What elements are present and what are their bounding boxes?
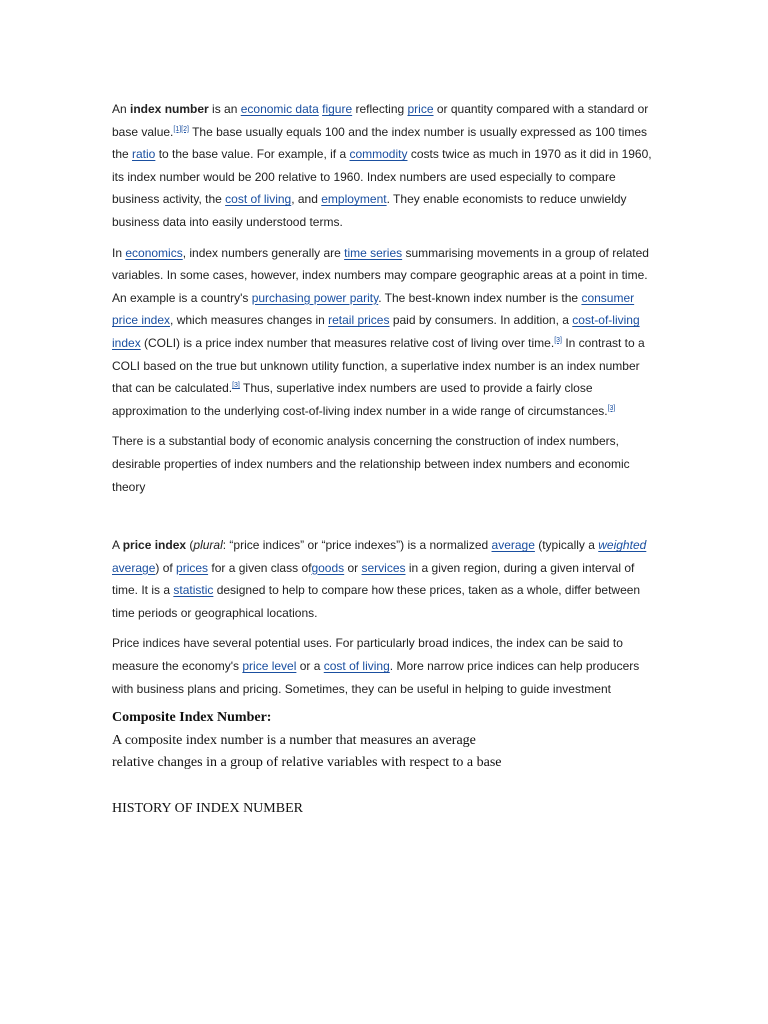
text: . They enable economists to reduce unwieldy business data into easily understood terms. <box>112 192 627 229</box>
link-average-text: average <box>112 560 156 575</box>
heading-history-of-index-number: HISTORY OF INDEX NUMBER <box>112 801 303 817</box>
composite-definition-line-1: A composite index number is a number that measures an average <box>112 733 476 749</box>
text: : “price indices” or “price indexes”) is a normalized <box>222 538 492 553</box>
text: for a given class of <box>208 560 312 575</box>
text: in a given region, during a given interval of time. It is a <box>112 560 635 598</box>
text: , and <box>291 192 322 207</box>
link-commodity[interactable]: commodity <box>349 147 408 162</box>
link-services[interactable]: services <box>361 560 406 575</box>
link-time-series[interactable]: time series <box>344 245 403 260</box>
spacer <box>112 506 660 534</box>
link-average[interactable]: average <box>491 538 535 553</box>
link-cost-of-living[interactable]: cost of living <box>323 659 390 674</box>
link-weighted-text: weighted <box>598 538 647 553</box>
document-body <box>112 98 660 819</box>
text: A <box>112 538 123 553</box>
link-goods[interactable]: goods <box>311 560 345 575</box>
term-plural: plural <box>193 538 223 553</box>
text: Thus, superlative index numbers are used to provide a fairly close approximation to the underlying cost-of-living index number in a wide range of circumstances. <box>112 381 608 418</box>
link-economics[interactable]: economics <box>125 245 183 260</box>
link-employment[interactable]: employment <box>321 192 387 207</box>
text: to the base value. For example, if a <box>155 147 350 162</box>
paragraph-economic-analysis <box>112 430 660 498</box>
citation-3[interactable]: [3] <box>607 404 616 412</box>
link-retail-prices[interactable]: retail prices <box>328 313 390 328</box>
text: In <box>112 245 126 260</box>
text: The base usually equals 100 and the index number is usually expressed as 100 times the <box>112 124 648 162</box>
text: ) of <box>155 560 177 575</box>
text: or quantity compared with a standard or base value. <box>112 102 649 139</box>
text: , index numbers generally are <box>182 245 345 260</box>
text: Price indices have several potential uses. For particularly broad indices, the index can be said to measure the economy's <box>112 636 623 674</box>
term-index-number: index number <box>130 102 209 116</box>
text: (COLI) is a price index number that measures relative cost of living over time. <box>140 335 555 350</box>
text: . The best-known index number is the <box>378 290 582 305</box>
text: . More narrow price indices can help producers with business plans and pricing. Sometimes, they can be useful in helping to guide investment <box>112 659 640 696</box>
link-price-level[interactable]: price level <box>242 659 297 674</box>
text: costs twice as much in 1970 as it did in 1960, its index number would be 200 relative to 1960. Index numbers are used especially to compare business activity, the <box>112 147 652 207</box>
citation-1-2[interactable]: [1][2] <box>173 125 189 133</box>
text: ( <box>186 538 194 553</box>
text: is an <box>208 102 241 116</box>
link-purchasing-power-parity[interactable]: purchasing power parity <box>251 290 379 305</box>
citation-3[interactable]: [3] <box>232 382 240 390</box>
text: summarising movements in a group of related variables. In some cases, however, index numbers may compare geographic areas at a point in time. An example is a country's <box>112 245 649 305</box>
paragraph-index-number-intro <box>112 98 660 234</box>
citation-3[interactable]: [3] <box>554 336 562 344</box>
text: In contrast to a COLI based on the true but unknown utility function, a superlative index number is an index number that can be calculated. <box>112 335 645 396</box>
link-statistic[interactable]: statistic <box>173 583 214 598</box>
text: paid by consumers. In addition, a <box>389 313 573 328</box>
link-cost-of-living[interactable]: cost of living <box>225 192 292 207</box>
paragraph-price-index <box>112 534 660 624</box>
text: designed to help to compare how these prices, taken as a whole, differ between time periods or geographical locations. <box>112 583 641 620</box>
heading-composite-index-number: Composite Index Number: <box>112 710 272 726</box>
text: There is a substantial body of economic analysis concerning the construction of index numbers, desirable properties of index numbers and the relationship between index numbers and economic theory <box>112 434 630 494</box>
text: or a <box>296 659 324 674</box>
text: , which measures changes in <box>170 313 329 328</box>
term-price-index: price index <box>122 538 187 553</box>
text: or <box>344 560 362 575</box>
text: (typically a <box>534 538 599 553</box>
paragraph-index-numbers-economics <box>112 242 660 423</box>
text: reflecting <box>352 102 408 116</box>
link-figure[interactable]: figure <box>322 102 353 116</box>
link-price[interactable]: price <box>407 102 434 116</box>
composite-definition-line-2: relative changes in a group of relative variables with respect to a base <box>112 755 502 771</box>
text: An <box>112 102 131 116</box>
link-economic-data[interactable]: economic data <box>240 102 319 116</box>
link-consumer-price-index[interactable]: consumer price index <box>112 290 635 328</box>
link-prices[interactable]: prices <box>176 560 209 575</box>
paragraph-price-indices-uses <box>112 632 660 700</box>
link-ratio[interactable]: ratio <box>132 147 156 162</box>
link-cost-of-living-index[interactable]: cost-of-living index <box>112 313 640 350</box>
